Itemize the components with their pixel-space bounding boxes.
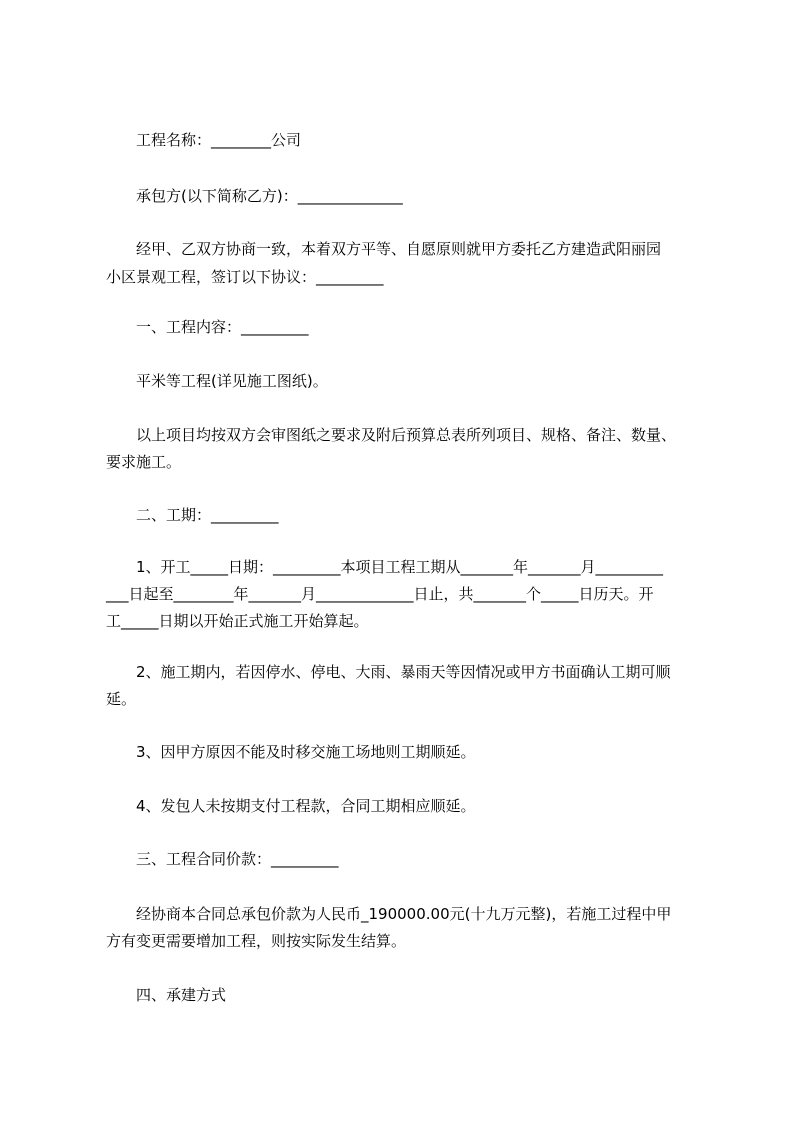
contractor-line: 承包方(以下简称乙方)：______________ bbox=[136, 187, 403, 205]
item-2-1-line-1: 1、开工_____日期：_________本项目工程工期从_______年_______月_________ bbox=[136, 558, 664, 576]
section-3-price-line-2: 方有变更需要增加工程，则按实际发生结算。 bbox=[106, 932, 407, 950]
item-2-1-line-2: ___日起至________年_______月_____________日止，共_______个_____日历天。开 bbox=[106, 585, 654, 603]
item-2-4: 4、发包人未按期支付工程款，合同工期相应顺延。 bbox=[136, 797, 476, 815]
section-3-heading: 三、工程合同价款：_________ bbox=[136, 850, 339, 868]
section-4-heading: 四、承建方式 bbox=[136, 986, 227, 1004]
section-1-requirements-line-2: 要求施工。 bbox=[106, 453, 182, 471]
section-3-price-line-1: 经协商本合同总承包价款为人民币_190000.00元(十九万元整)，若施工过程中甲 bbox=[136, 905, 672, 923]
section-1-content: 平米等工程(详见施工图纸)。 bbox=[136, 372, 328, 390]
section-2-heading: 二、工期：_________ bbox=[136, 506, 279, 524]
item-2-1-line-3: 工_____日期以开始正式施工开始算起。 bbox=[106, 612, 369, 630]
section-1-requirements-line-1: 以上项目均按双方会审图纸之要求及附后预算总表所列项目、规格、备注、数量、 bbox=[136, 426, 677, 444]
item-2-2-line-2: 延。 bbox=[106, 690, 137, 708]
project-name-line: 工程名称：________公司 bbox=[136, 131, 302, 149]
item-2-3: 3、因甲方原因不能及时移交施工场地则工期顺延。 bbox=[136, 743, 476, 761]
agreement-intro-line-2: 小区景观工程，签订以下协议：_________ bbox=[106, 268, 384, 286]
agreement-intro-line-1: 经甲、乙双方协商一致，本着双方平等、自愿原则就甲方委托乙方建造武阳丽园 bbox=[136, 240, 662, 258]
item-2-2-line-1: 2、施工期内，若因停水、停电、大雨、暴雨天等因情况或甲方书面确认工期可顺 bbox=[136, 663, 671, 681]
section-1-heading: 一、工程内容：_________ bbox=[136, 318, 309, 336]
